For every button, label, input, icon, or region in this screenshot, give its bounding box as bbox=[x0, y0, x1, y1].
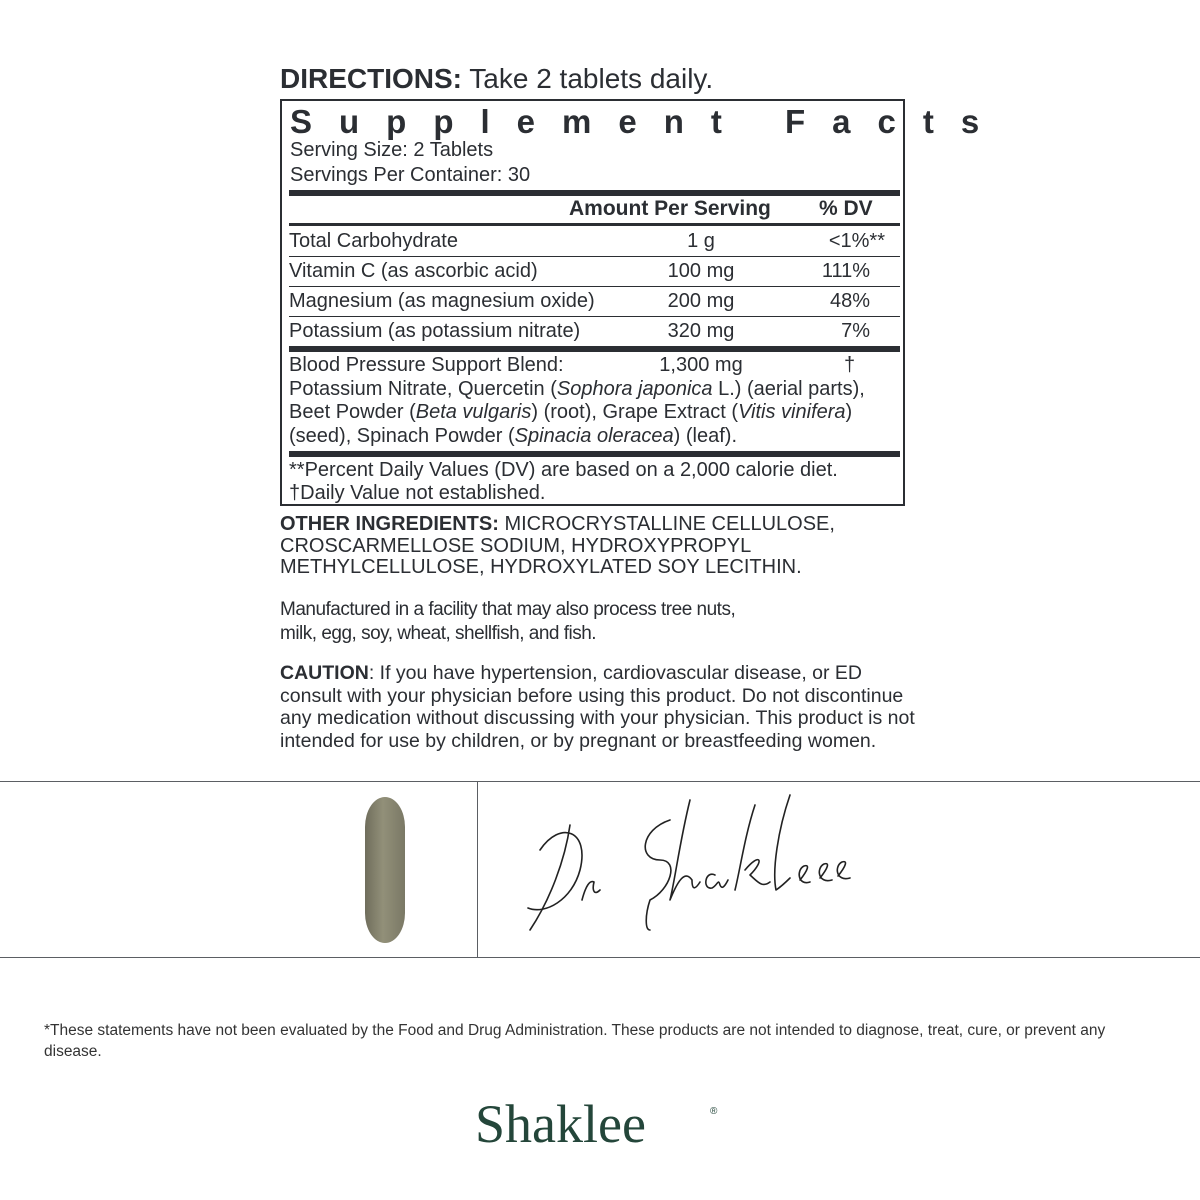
caution-statement bbox=[280, 662, 920, 752]
nutrient-dv: 7% bbox=[841, 320, 870, 342]
nutrient-row bbox=[289, 286, 900, 316]
signature bbox=[520, 790, 860, 940]
shaklee-logo bbox=[470, 1090, 730, 1160]
serving-size: Serving Size: 2 Tablets bbox=[290, 139, 494, 161]
brand-name: Shaklee bbox=[475, 1094, 646, 1154]
nutrient-amount: 200 mg bbox=[667, 290, 735, 312]
tablet-image bbox=[355, 790, 415, 950]
allergen-line: milk, egg, soy, wheat, shellfish, and fish. bbox=[280, 623, 597, 644]
nutrient-amount: 1 g bbox=[687, 230, 715, 252]
servings-per-container: Servings Per Container: 30 bbox=[290, 164, 531, 186]
blend-dv: † bbox=[844, 354, 856, 376]
footnote-dv: **Percent Daily Values (DV) are based on a 2,000 calorie diet. bbox=[289, 459, 838, 481]
caution-text: : If you have hypertension, cardiovascular disease, or ED consult with your physician before using this product. Do not discontinue any medication without discussing with your physician. This product is not intended for use by children, or by pregnant or breastfeeding women. bbox=[280, 662, 915, 752]
band-top-divider bbox=[0, 781, 1200, 782]
blend-name: Blood Pressure Support Blend: bbox=[289, 354, 564, 376]
proprietary-blend bbox=[289, 354, 900, 448]
directions-text: Take 2 tablets daily. bbox=[462, 63, 714, 94]
nutrient-dv: 111% bbox=[821, 260, 870, 282]
other-ingredients-label: OTHER INGREDIENTS: bbox=[280, 513, 499, 535]
facts-title: Supplement Facts bbox=[290, 103, 1007, 140]
nutrient-name: Potassium (as potassium nitrate) bbox=[289, 320, 581, 342]
nutrient-dv: <1%** bbox=[828, 230, 885, 252]
supplement-facts-panel bbox=[280, 99, 1007, 506]
registered-mark: ® bbox=[710, 1106, 718, 1117]
blend-amount: 1,300 mg bbox=[659, 354, 743, 376]
directions bbox=[280, 62, 713, 96]
other-ingredients bbox=[280, 514, 920, 579]
nutrient-row bbox=[289, 256, 900, 286]
header-amount: Amount Per Serving bbox=[569, 197, 771, 220]
blend-ingredients-line: (seed), Spinach Powder (Spinacia oleracea) (leaf). bbox=[289, 424, 738, 447]
footnote-dagger: †Daily Value not established. bbox=[289, 482, 546, 504]
nutrient-row bbox=[289, 226, 900, 256]
thick-rule bbox=[289, 190, 900, 196]
caution-label: CAUTION bbox=[280, 662, 369, 684]
other-ingredients-text: MICROCRYSTALLINE CELLULOSE, CROSCARMELLOSE SODIUM, HYDROXYPROPYL METHYLCELLULOSE, HYDROXYLATED SOY LECITHIN. bbox=[280, 513, 835, 578]
thick-rule bbox=[289, 346, 900, 352]
band-vertical-divider bbox=[477, 781, 478, 958]
nutrient-row bbox=[289, 316, 900, 346]
directions-label: DIRECTIONS: bbox=[280, 63, 462, 94]
nutrient-amount: 320 mg bbox=[667, 320, 735, 342]
blend-ingredients-line: Beet Powder (Beta vulgaris) (root), Grape Extract (Vitis vinifera) bbox=[289, 401, 853, 423]
blend-ingredients-line: Potassium Nitrate, Quercetin (Sophora japonica L.) (aerial parts), bbox=[289, 377, 865, 400]
allergen-line: Manufactured in a facility that may also process tree nuts, bbox=[280, 599, 736, 620]
nutrient-name: Vitamin C (as ascorbic acid) bbox=[289, 260, 538, 282]
nutrient-amount: 100 mg bbox=[667, 260, 735, 282]
nutrient-name: Total Carbohydrate bbox=[289, 230, 458, 252]
band-bottom-divider bbox=[0, 957, 1200, 958]
nutrient-name: Magnesium (as magnesium oxide) bbox=[289, 290, 595, 312]
header-dv: % DV bbox=[819, 197, 873, 220]
fda-disclaimer: *These statements have not been evaluated by the Food and Drug Administration. These products are not intended to diagnose, treat, cure, or prevent any disease. bbox=[44, 1022, 1106, 1060]
footnotes bbox=[289, 459, 900, 505]
nutrient-dv: 48% bbox=[829, 290, 870, 312]
allergen-statement bbox=[280, 598, 920, 646]
thick-rule bbox=[289, 451, 900, 457]
